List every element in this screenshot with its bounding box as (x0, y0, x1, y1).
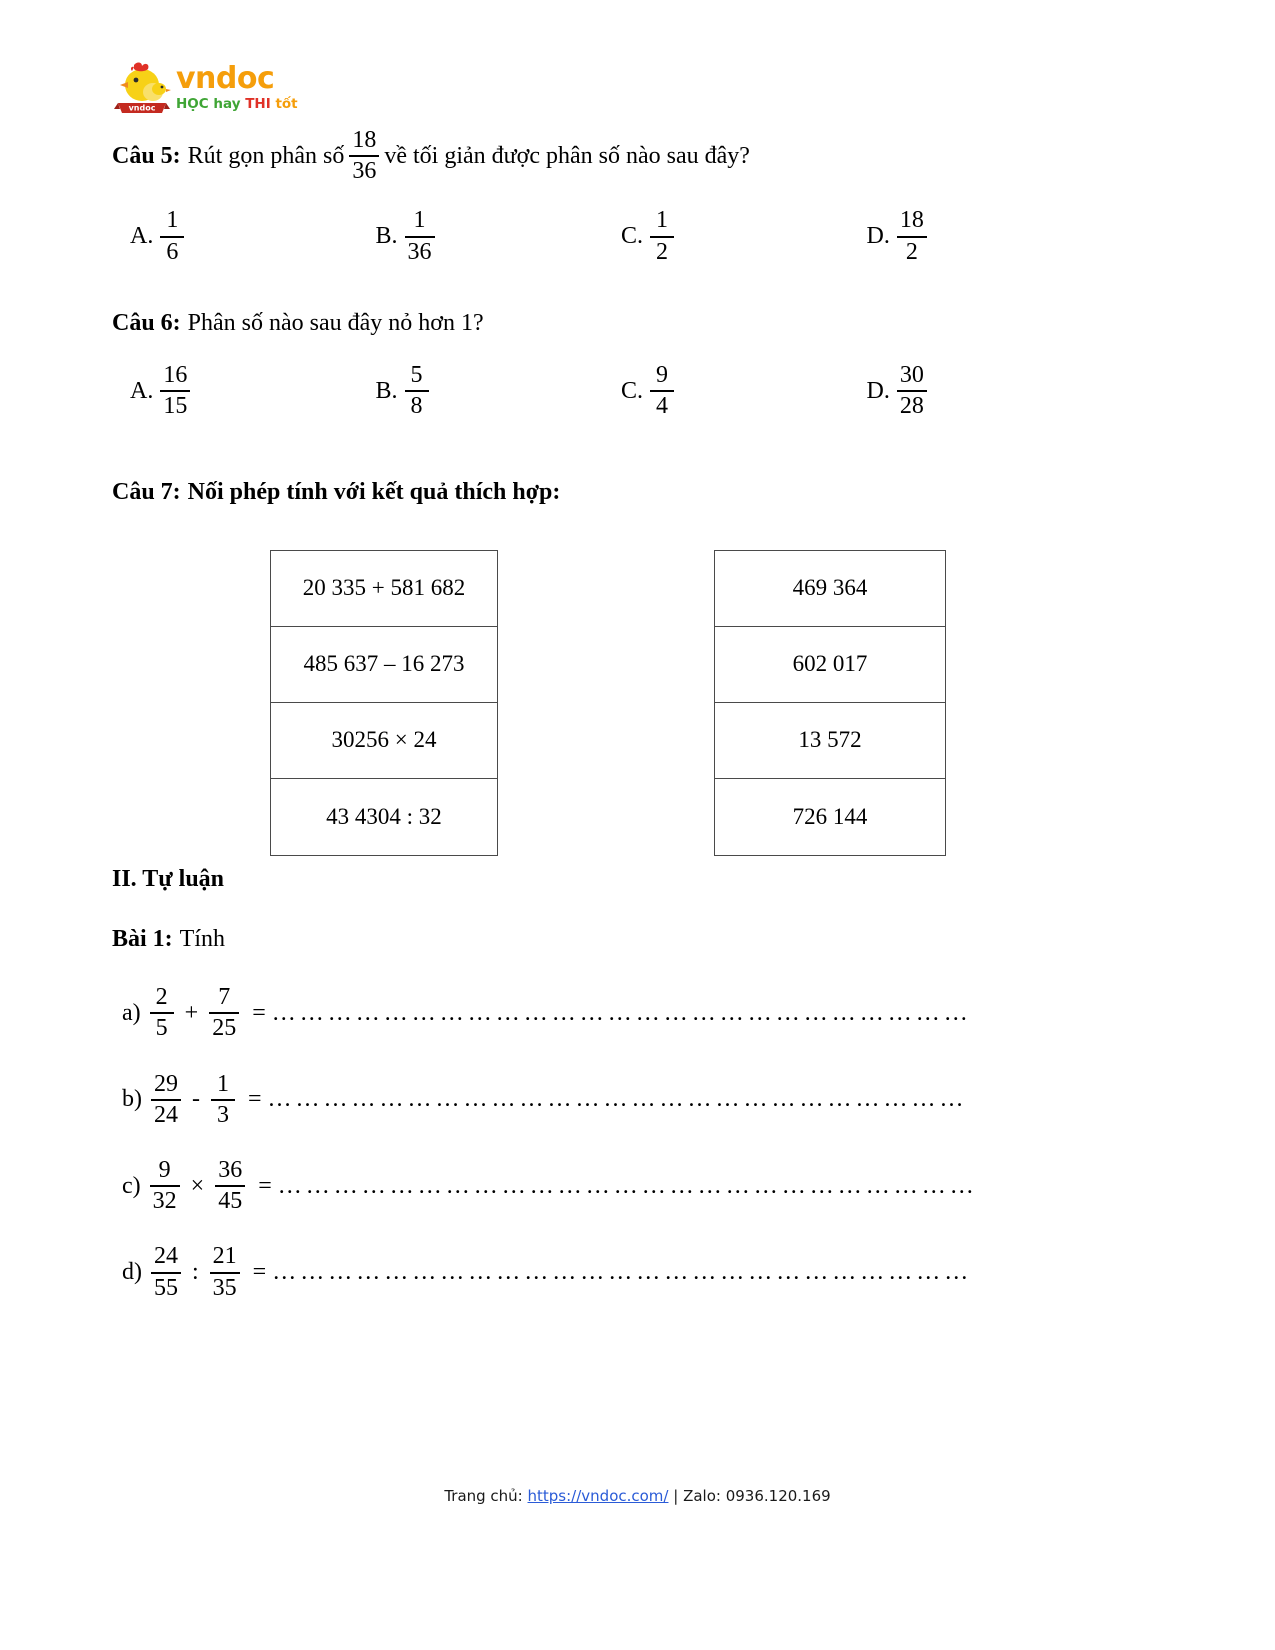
tagline-part-hay: hay (213, 96, 241, 113)
vndoc-homepage-link[interactable]: https://vndoc.com/ (527, 1487, 669, 1505)
option-fraction (650, 363, 674, 419)
logo-tagline (176, 97, 298, 112)
answer-blank[interactable]: ………………………………………………………………… (272, 1259, 973, 1286)
exercise-item-b (112, 1072, 1112, 1128)
option-fraction (160, 363, 190, 419)
fraction-bar (405, 390, 429, 392)
fraction-numerator: 9 (158, 1157, 171, 1184)
matching-exercise (112, 542, 1112, 862)
fraction-denominator: 24 (154, 1101, 178, 1128)
option-b[interactable] (376, 208, 622, 264)
question-5-text-after: về tối giản được phân số nào sau đây? (384, 142, 750, 169)
question-5-fraction (349, 128, 379, 184)
option-c[interactable] (621, 208, 867, 264)
item-marker: a) (122, 999, 141, 1026)
option-c[interactable] (621, 363, 867, 419)
fraction-numerator: 36 (218, 1157, 243, 1184)
question-7-text: Nối phép tính với kết quả thích hợp: (187, 478, 561, 505)
answer-blank[interactable]: ………………………………………………………………… (277, 1172, 978, 1199)
fraction-bar (160, 390, 190, 392)
option-letter: D. (866, 223, 890, 250)
fraction-numerator: 1 (413, 207, 426, 234)
fraction-numerator: 9 (656, 362, 669, 389)
logo-wordmark: vndoc (176, 61, 275, 97)
fraction-denominator: 2 (905, 238, 918, 265)
fraction-denominator: 2 (656, 238, 669, 265)
item-right-fraction (209, 985, 239, 1041)
section-heading-tu-luan: II. Tự luận (112, 865, 225, 892)
fraction-denominator: 8 (410, 393, 423, 420)
table-row[interactable]: 602 017 (715, 627, 945, 703)
fraction-denominator: 5 (155, 1015, 168, 1042)
question-7-prompt (112, 476, 1112, 508)
option-fraction (405, 363, 429, 419)
fraction-bar (349, 155, 379, 157)
table-row[interactable]: 485 637 – 16 273 (271, 627, 497, 703)
spacer (112, 265, 1112, 307)
question-7-label: Câu 7: (112, 478, 181, 505)
fraction-bar (211, 1099, 235, 1101)
fraction-denominator: 28 (899, 393, 924, 420)
question-5-text-before: Rút gọn phân số (187, 142, 345, 169)
question-6-label: Câu 6: (112, 309, 181, 336)
exercise-item-a (112, 985, 1112, 1041)
option-letter: B. (375, 377, 398, 404)
fraction-denominator: 36 (352, 158, 377, 185)
expressions-table (270, 550, 498, 856)
fraction-denominator: 32 (152, 1188, 177, 1215)
exercise-1-prompt (112, 923, 1112, 955)
fraction-numerator: 29 (154, 1070, 178, 1097)
fraction-bar (209, 1012, 239, 1014)
equals-sign: = (258, 1172, 272, 1199)
table-row[interactable]: 13 572 (715, 703, 945, 779)
fraction-numerator: 16 (163, 362, 188, 389)
fraction-bar (160, 236, 184, 238)
exercise-1-text: Tính (179, 925, 225, 952)
fraction-numerator: 5 (410, 362, 423, 389)
question-5-options (112, 208, 1112, 264)
fraction-bar (210, 1272, 240, 1274)
fraction-bar (405, 236, 435, 238)
item-left-fraction (150, 1158, 180, 1214)
fraction-bar (897, 236, 927, 238)
question-6-prompt (112, 307, 1112, 339)
table-row[interactable]: 43 4304 : 32 (326, 803, 442, 829)
fraction-numerator: 1 (656, 207, 669, 234)
equals-sign: = (252, 1259, 267, 1286)
item-marker: d) (122, 1259, 142, 1286)
question-6-text: Phân số nào sau đây nỏ hơn 1? (187, 309, 484, 336)
fraction-bar (650, 390, 674, 392)
fraction-denominator: 3 (217, 1101, 229, 1128)
table-row[interactable]: 30256 × 24 (271, 703, 497, 779)
option-fraction (897, 363, 927, 419)
page-footer (0, 1487, 1275, 1505)
footer-suffix: | Zalo: 0936.120.169 (668, 1487, 831, 1505)
fraction-denominator: 6 (166, 238, 179, 265)
exercise-1-label: Bài 1: (112, 925, 173, 952)
footer-prefix: Trang chủ: (444, 1487, 528, 1505)
item-marker: b) (122, 1086, 142, 1113)
item-left-fraction (151, 1244, 181, 1300)
item-operator: × (190, 1172, 205, 1199)
item-left-fraction (150, 985, 174, 1041)
fraction-bar (151, 1272, 181, 1274)
item-right-fraction (215, 1158, 245, 1214)
fraction-bar (150, 1185, 180, 1187)
fraction-numerator: 2 (155, 984, 168, 1011)
item-operator: : (192, 1259, 199, 1286)
fraction-numerator: 18 (899, 207, 924, 234)
fraction-denominator: 36 (407, 238, 432, 265)
fraction-numerator: 30 (899, 362, 924, 389)
equals-sign: = (248, 1086, 262, 1113)
table-row[interactable]: 20 335 + 581 682 (271, 551, 497, 627)
tagline-part-tot: tốt (275, 96, 298, 113)
table-row[interactable]: 726 144 (792, 803, 868, 829)
option-a[interactable] (130, 208, 376, 264)
option-letter: A. (130, 377, 154, 404)
item-operator: - (192, 1086, 200, 1113)
item-marker: c) (122, 1172, 141, 1199)
option-b[interactable] (376, 363, 622, 419)
fraction-bar (215, 1185, 245, 1187)
option-letter: C. (621, 223, 644, 250)
question-5-prompt (112, 128, 1112, 184)
fraction-denominator: 35 (212, 1274, 237, 1301)
fraction-denominator: 15 (163, 393, 188, 420)
option-letter: A. (130, 223, 154, 250)
fraction-bar (650, 236, 674, 238)
option-a[interactable] (130, 363, 376, 419)
fraction-bar (897, 390, 927, 392)
chicken-mascot-icon (112, 59, 172, 117)
item-right-fraction (210, 1244, 240, 1300)
fraction-numerator: 18 (352, 127, 377, 153)
equals-sign: = (252, 999, 266, 1026)
tagline-part-hoc: HỌC (176, 96, 209, 113)
option-d[interactable] (867, 363, 1113, 419)
logo-text-block (176, 61, 298, 113)
question-6-options (112, 363, 1112, 419)
item-left-fraction (151, 1072, 181, 1128)
option-fraction (650, 208, 674, 264)
fraction-numerator: 7 (218, 984, 231, 1011)
fraction-numerator: 1 (217, 1070, 229, 1097)
item-right-fraction (211, 1072, 235, 1128)
answer-blank[interactable]: ………………………………………………………………… (271, 999, 972, 1026)
option-letter: D. (866, 377, 890, 404)
question-5-label: Câu 5: (112, 142, 181, 169)
option-fraction (405, 208, 435, 264)
option-letter: C. (621, 377, 644, 404)
answer-blank[interactable]: ………………………………………………………………… (267, 1086, 968, 1113)
tagline-part-thi: THI (245, 96, 271, 113)
table-row[interactable]: 469 364 (715, 551, 945, 627)
fraction-numerator: 21 (212, 1243, 237, 1270)
fraction-bar (151, 1099, 181, 1101)
fraction-denominator: 25 (212, 1015, 237, 1042)
vndoc-logo (112, 58, 298, 118)
document-content (112, 128, 1112, 1301)
spacer (112, 420, 1112, 476)
fraction-denominator: 55 (154, 1274, 178, 1301)
option-fraction (160, 208, 184, 264)
fraction-denominator: 4 (656, 393, 669, 420)
fraction-numerator: 24 (154, 1243, 178, 1270)
fraction-bar (150, 1012, 174, 1014)
exercise-item-d (112, 1244, 1112, 1300)
results-table (714, 550, 946, 856)
fraction-numerator: 1 (166, 207, 179, 234)
exercise-item-c (112, 1158, 1112, 1214)
option-d[interactable] (867, 208, 1113, 264)
svg-text:vndoc: vndoc (128, 103, 156, 113)
option-fraction (897, 208, 927, 264)
fraction-denominator: 45 (218, 1188, 243, 1215)
option-letter: B. (375, 223, 398, 250)
item-operator: + (184, 999, 199, 1026)
